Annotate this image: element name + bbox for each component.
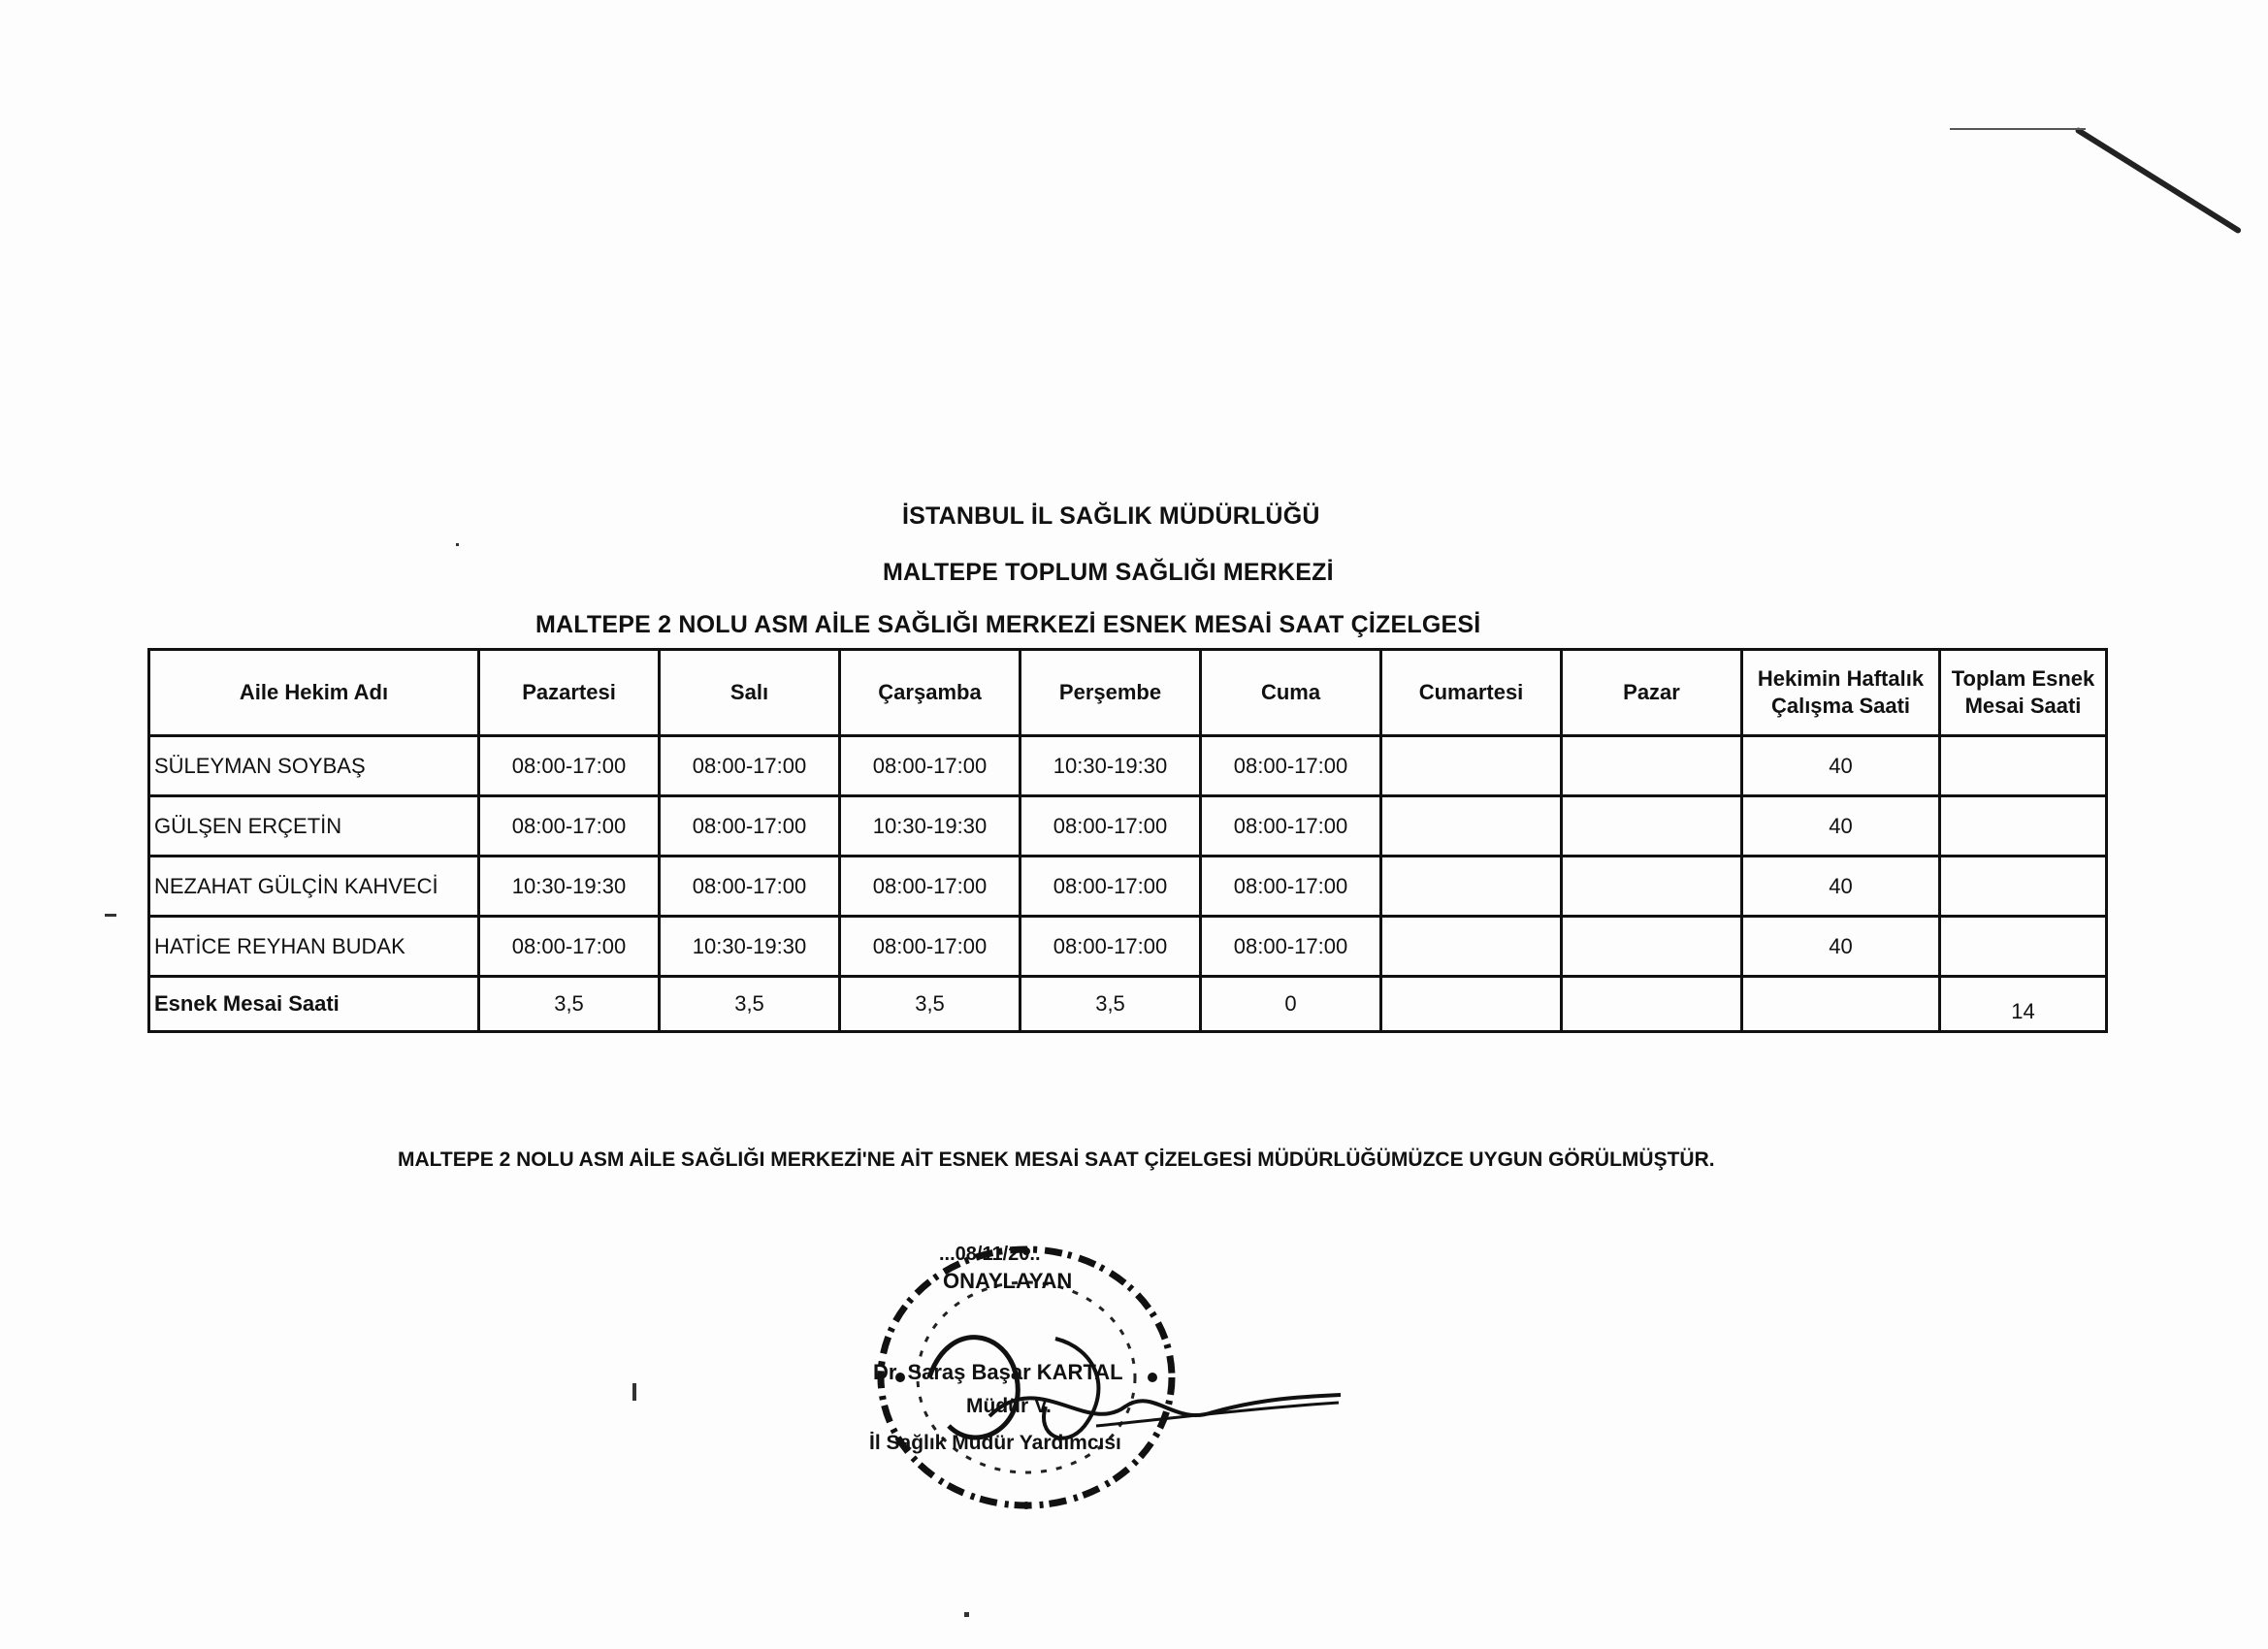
scan-speck: [632, 1383, 636, 1401]
physician-name: HATİCE REYHAN BUDAK: [149, 917, 479, 977]
table-cell: 08:00-17:00: [1201, 796, 1381, 857]
table-cell: [1381, 977, 1562, 1032]
column-header: Cuma: [1201, 650, 1381, 736]
table-cell: 10:30-19:30: [1021, 736, 1201, 796]
table-cell: 08:00-17:00: [840, 917, 1021, 977]
table-cell: [1562, 917, 1742, 977]
table-cell: 08:00-17:00: [660, 857, 840, 917]
table-cell: 08:00-17:00: [479, 736, 660, 796]
column-header: Pazar: [1562, 650, 1742, 736]
column-header: Aile Hekim Adı: [149, 650, 479, 736]
total-row: [149, 977, 2107, 1032]
table-row: [149, 917, 2107, 977]
table-cell: 08:00-17:00: [479, 917, 660, 977]
table-cell: 40: [1742, 857, 1940, 917]
table-cell: 08:00-17:00: [660, 796, 840, 857]
column-header: Salı: [660, 650, 840, 736]
table-cell: 08:00-17:00: [840, 857, 1021, 917]
table-row: [149, 796, 2107, 857]
approval-statement: MALTEPE 2 NOLU ASM AİLE SAĞLIĞI MERKEZİ'NE AİT ESNEK MESAİ SAAT ÇİZELGESİ MÜDÜRLÜĞÜMÜZCE UYGUN GÖRÜLMÜŞTÜR.: [398, 1148, 1715, 1171]
schedule-table: [147, 648, 2108, 1033]
scan-speck: [964, 1612, 969, 1617]
table-cell: [1381, 796, 1562, 857]
table-cell: 40: [1742, 917, 1940, 977]
column-header: Toplam Esnek Mesai Saati: [1940, 650, 2107, 736]
table-cell: 3,5: [479, 977, 660, 1032]
table-cell: 40: [1742, 796, 1940, 857]
table-row: [149, 736, 2107, 796]
header-line-1: İSTANBUL İL SAĞLIK MÜDÜRLÜĞÜ: [902, 502, 1320, 530]
column-header: Çarşamba: [840, 650, 1021, 736]
table-cell: 08:00-17:00: [1021, 917, 1201, 977]
table-cell: 3,5: [840, 977, 1021, 1032]
table-cell: [1381, 736, 1562, 796]
column-header: Perşembe: [1021, 650, 1201, 736]
physician-name: NEZAHAT GÜLÇİN KAHVECİ: [149, 857, 479, 917]
column-header: Hekimin Haftalık Çalışma Saati: [1742, 650, 1940, 736]
table-cell: 08:00-17:00: [479, 796, 660, 857]
stamp-date: ...08/11/20..: [939, 1244, 1041, 1265]
table-cell: [1940, 917, 2107, 977]
table-cell: [1381, 917, 1562, 977]
stamp-approver-label: ONAYLAYAN: [943, 1269, 1073, 1293]
table-cell: [1940, 796, 2107, 857]
table-cell: [1562, 736, 1742, 796]
table-cell: 10:30-19:30: [660, 917, 840, 977]
table-cell: [1562, 977, 1742, 1032]
total-row-label: Esnek Mesai Saati: [149, 977, 479, 1032]
table-cell: [1562, 796, 1742, 857]
table-cell: 08:00-17:00: [1201, 917, 1381, 977]
table-cell: [1940, 736, 2107, 796]
table-header-row: [149, 650, 2107, 736]
table-row: [149, 857, 2107, 917]
header-line-3: MALTEPE 2 NOLU ASM AİLE SAĞLIĞI MERKEZİ ESNEK MESAİ SAAT ÇİZELGESİ: [535, 611, 1481, 638]
stamp-signatory-title: Müdür V.: [966, 1395, 1052, 1417]
table-cell: 08:00-17:00: [1021, 796, 1201, 857]
column-header: Pazartesi: [479, 650, 660, 736]
table-cell: 0: [1201, 977, 1381, 1032]
table-cell: 10:30-19:30: [840, 796, 1021, 857]
table-cell: 10:30-19:30: [479, 857, 660, 917]
physician-name: GÜLŞEN ERÇETİN: [149, 796, 479, 857]
table-cell: 40: [1742, 736, 1940, 796]
table-cell: 08:00-17:00: [660, 736, 840, 796]
table-cell: [1562, 857, 1742, 917]
header-line-2: MALTEPE TOPLUM SAĞLIĞI MERKEZİ: [883, 559, 1334, 586]
stamp-signatory-name: Dr. Saraş Başar KARTAL: [873, 1360, 1123, 1384]
table-cell: [1742, 977, 1940, 1032]
scan-speck: [456, 543, 459, 546]
table-cell: 08:00-17:00: [1201, 857, 1381, 917]
scan-speck: [105, 914, 116, 917]
table-cell: 08:00-17:00: [1201, 736, 1381, 796]
physician-name: SÜLEYMAN SOYBAŞ: [149, 736, 479, 796]
column-header: Cumartesi: [1381, 650, 1562, 736]
total-flex-hours: 14: [1940, 977, 2107, 1032]
table-cell: 3,5: [660, 977, 840, 1032]
table-cell: 3,5: [1021, 977, 1201, 1032]
table-cell: [1381, 857, 1562, 917]
table-cell: 08:00-17:00: [1021, 857, 1201, 917]
stamp-signatory-role: İl Sağlık Müdür Yardımcısı: [869, 1432, 1121, 1454]
table-cell: [1940, 857, 2107, 917]
table-cell: 08:00-17:00: [840, 736, 1021, 796]
scan-corner-line: [1950, 128, 2086, 130]
